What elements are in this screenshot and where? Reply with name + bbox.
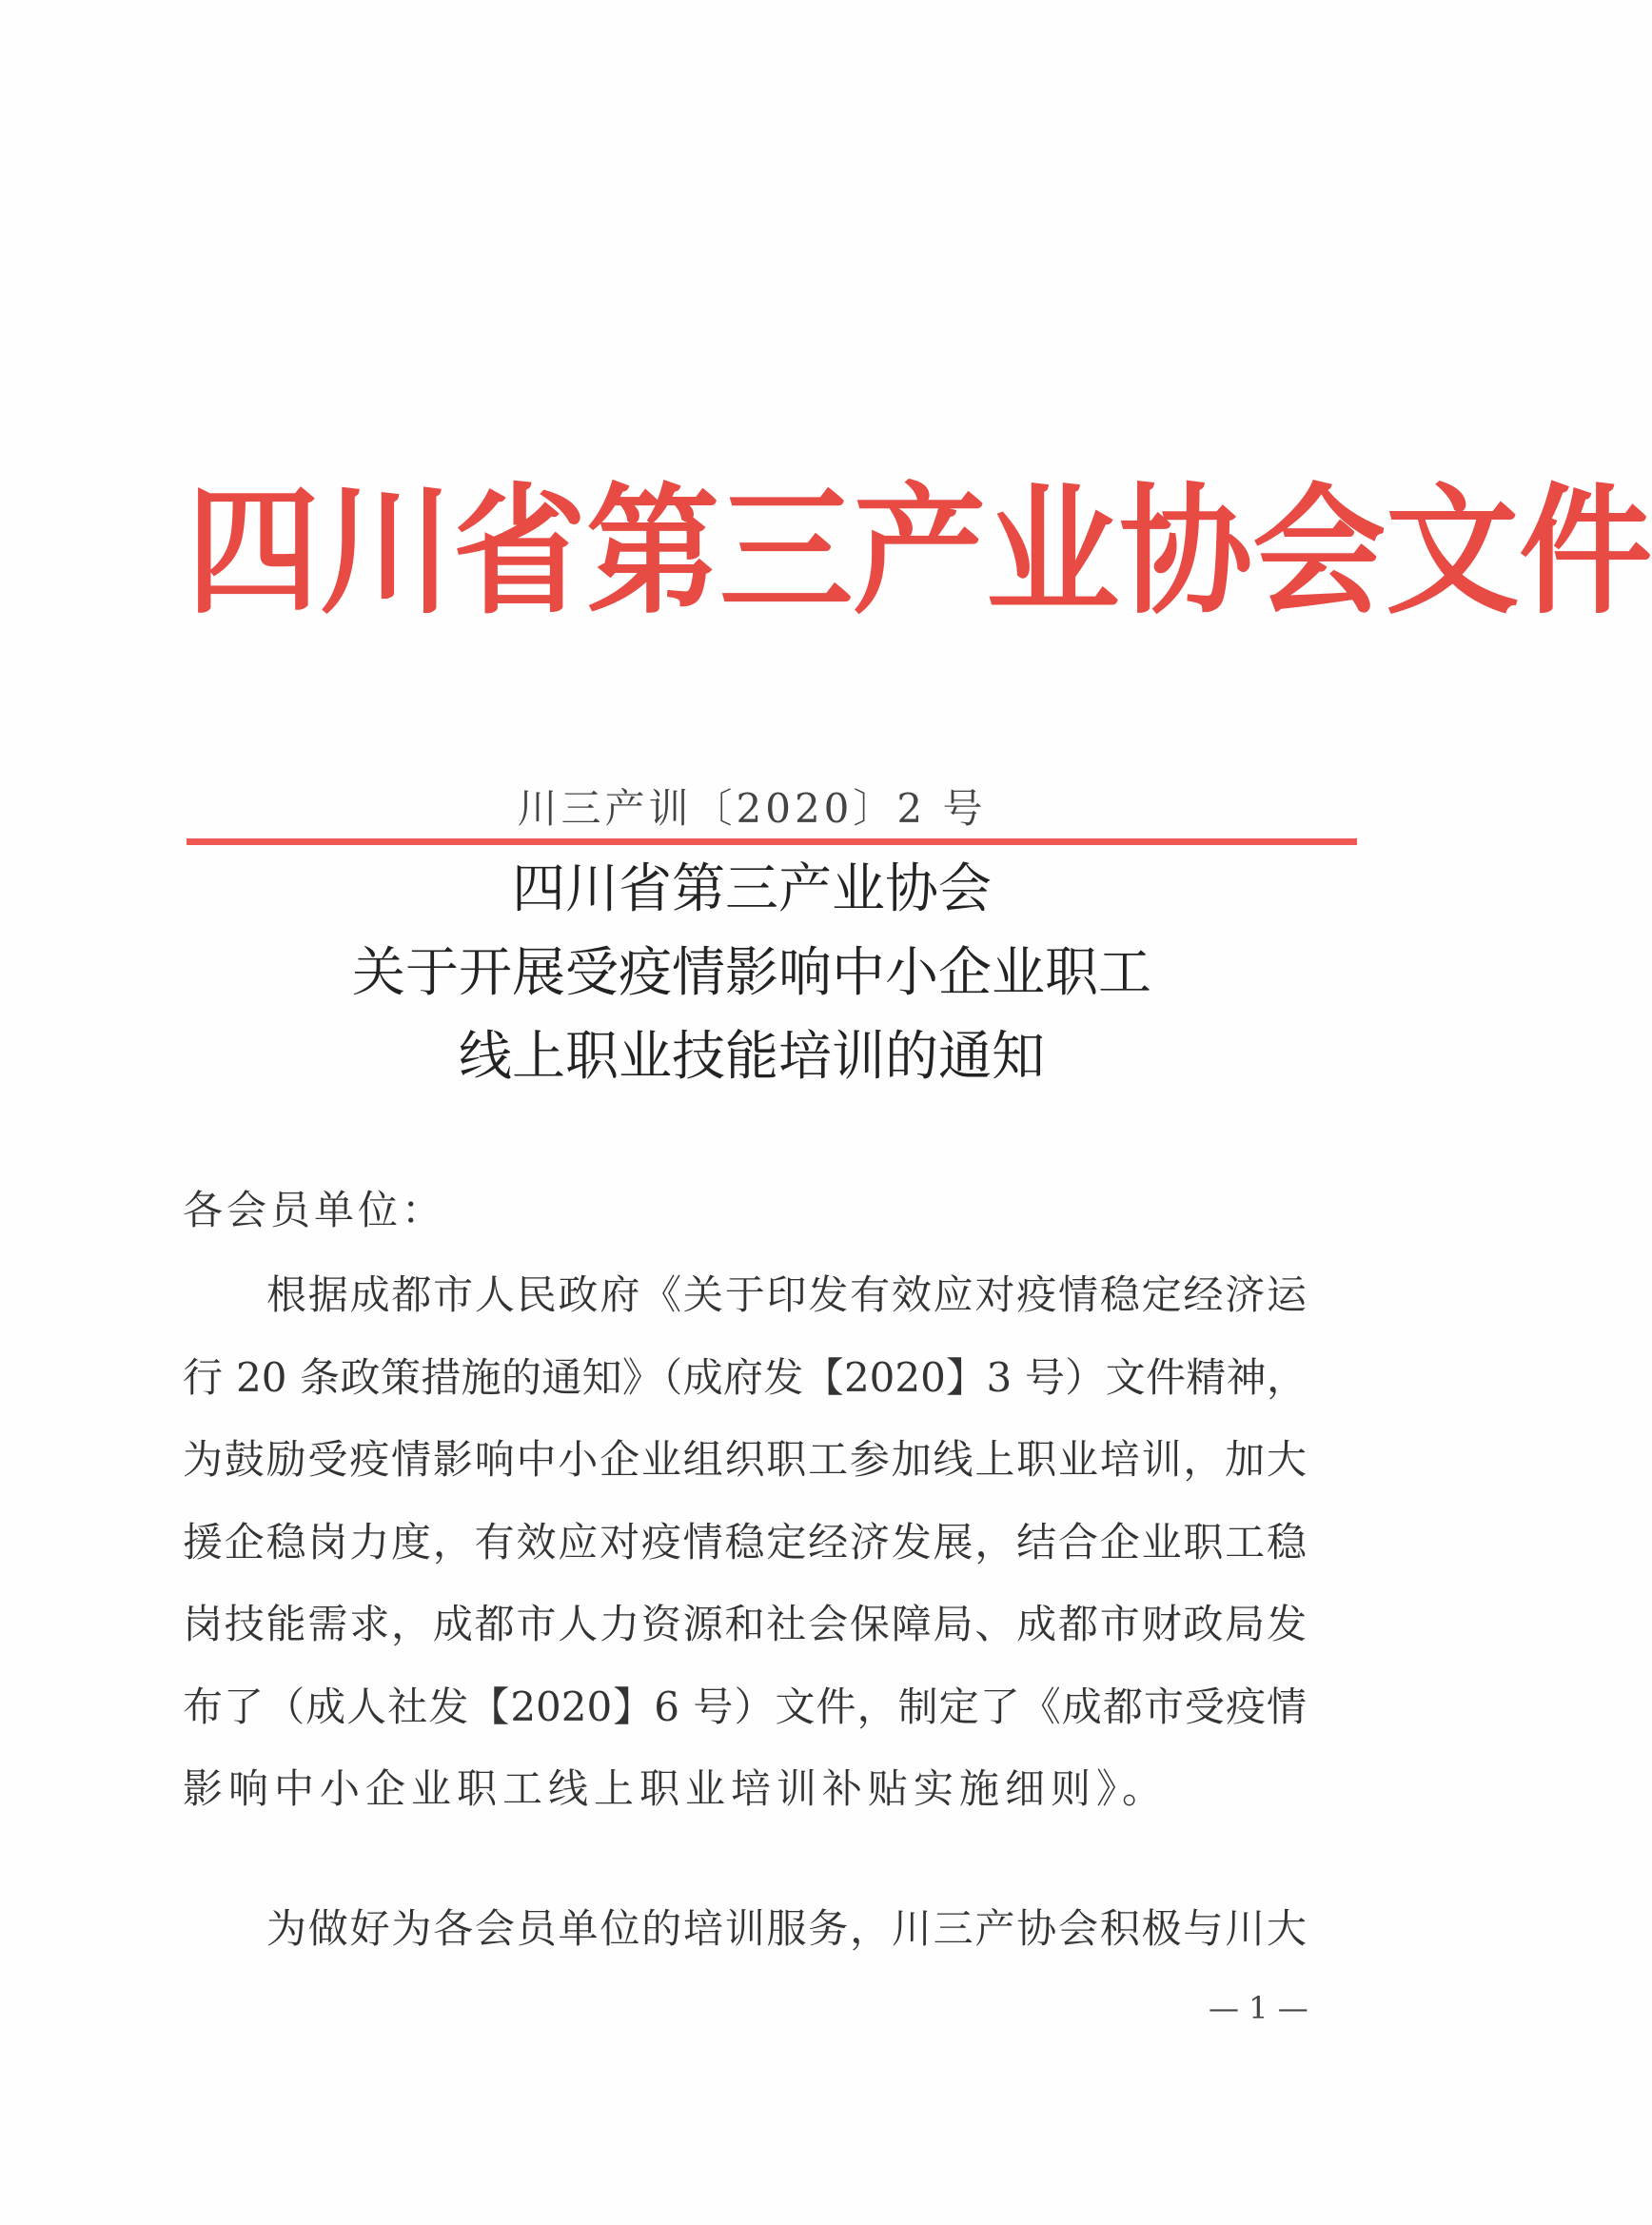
masthead-char: 四: [187, 469, 321, 635]
document-number: 川三产训〔2020〕2 号: [517, 785, 987, 832]
title-line: 关于开展受疫情影响中小企业职工: [352, 942, 1151, 1004]
paragraph-line: 为鼓励受疫情影响中小企业组织职工参加线上职业培训，加大: [183, 1436, 1307, 1483]
title-line: 线上职业技能培训的通知: [459, 1026, 1045, 1088]
red-divider-line: [187, 838, 1357, 845]
masthead-char: 文: [1386, 469, 1520, 635]
paragraph-line: 影响中小企业职工线上职业培训补贴实施细则》。: [183, 1765, 1169, 1812]
masthead-char: 川: [320, 469, 454, 635]
masthead-char: 产: [853, 469, 987, 635]
document-masthead: [187, 469, 1652, 635]
masthead-char: 业: [986, 469, 1120, 635]
masthead-char: 件: [1519, 469, 1652, 635]
paragraph-1: [183, 1254, 1307, 1831]
page-number: — 1 —: [1209, 1990, 1308, 2026]
masthead-char: 省: [453, 469, 587, 635]
paragraph-line: 为做好为各会员单位的培训服务，川三产协会积极与川大: [266, 1905, 1307, 1952]
salutation: 各会员单位：: [183, 1187, 446, 1233]
paragraph-line: 布了（成人社发【2020】6 号）文件，制定了《成都市受疫情: [183, 1683, 1307, 1730]
masthead-char: 会: [1252, 469, 1386, 635]
title-line: 四川省第三产业协会: [512, 858, 992, 920]
masthead-char: 协: [1119, 469, 1253, 635]
document-title: [0, 848, 1504, 1099]
paragraph-2: [183, 1888, 1307, 1971]
paragraph-line: 根据成都市人民政府《关于印发有效应对疫情稳定经济运: [266, 1271, 1307, 1318]
masthead-char: 三: [719, 469, 854, 635]
paragraph-line: 岗技能需求，成都市人力资源和社会保障局、成都市财政局发: [183, 1601, 1307, 1647]
masthead-char: 第: [586, 469, 720, 635]
paragraph-line: 援企稳岗力度，有效应对疫情稳定经济发展，结合企业职工稳: [183, 1518, 1307, 1565]
paragraph-line: 行 20 条政策措施的通知》（成府发【2020】3 号）文件精神，: [183, 1353, 1307, 1401]
